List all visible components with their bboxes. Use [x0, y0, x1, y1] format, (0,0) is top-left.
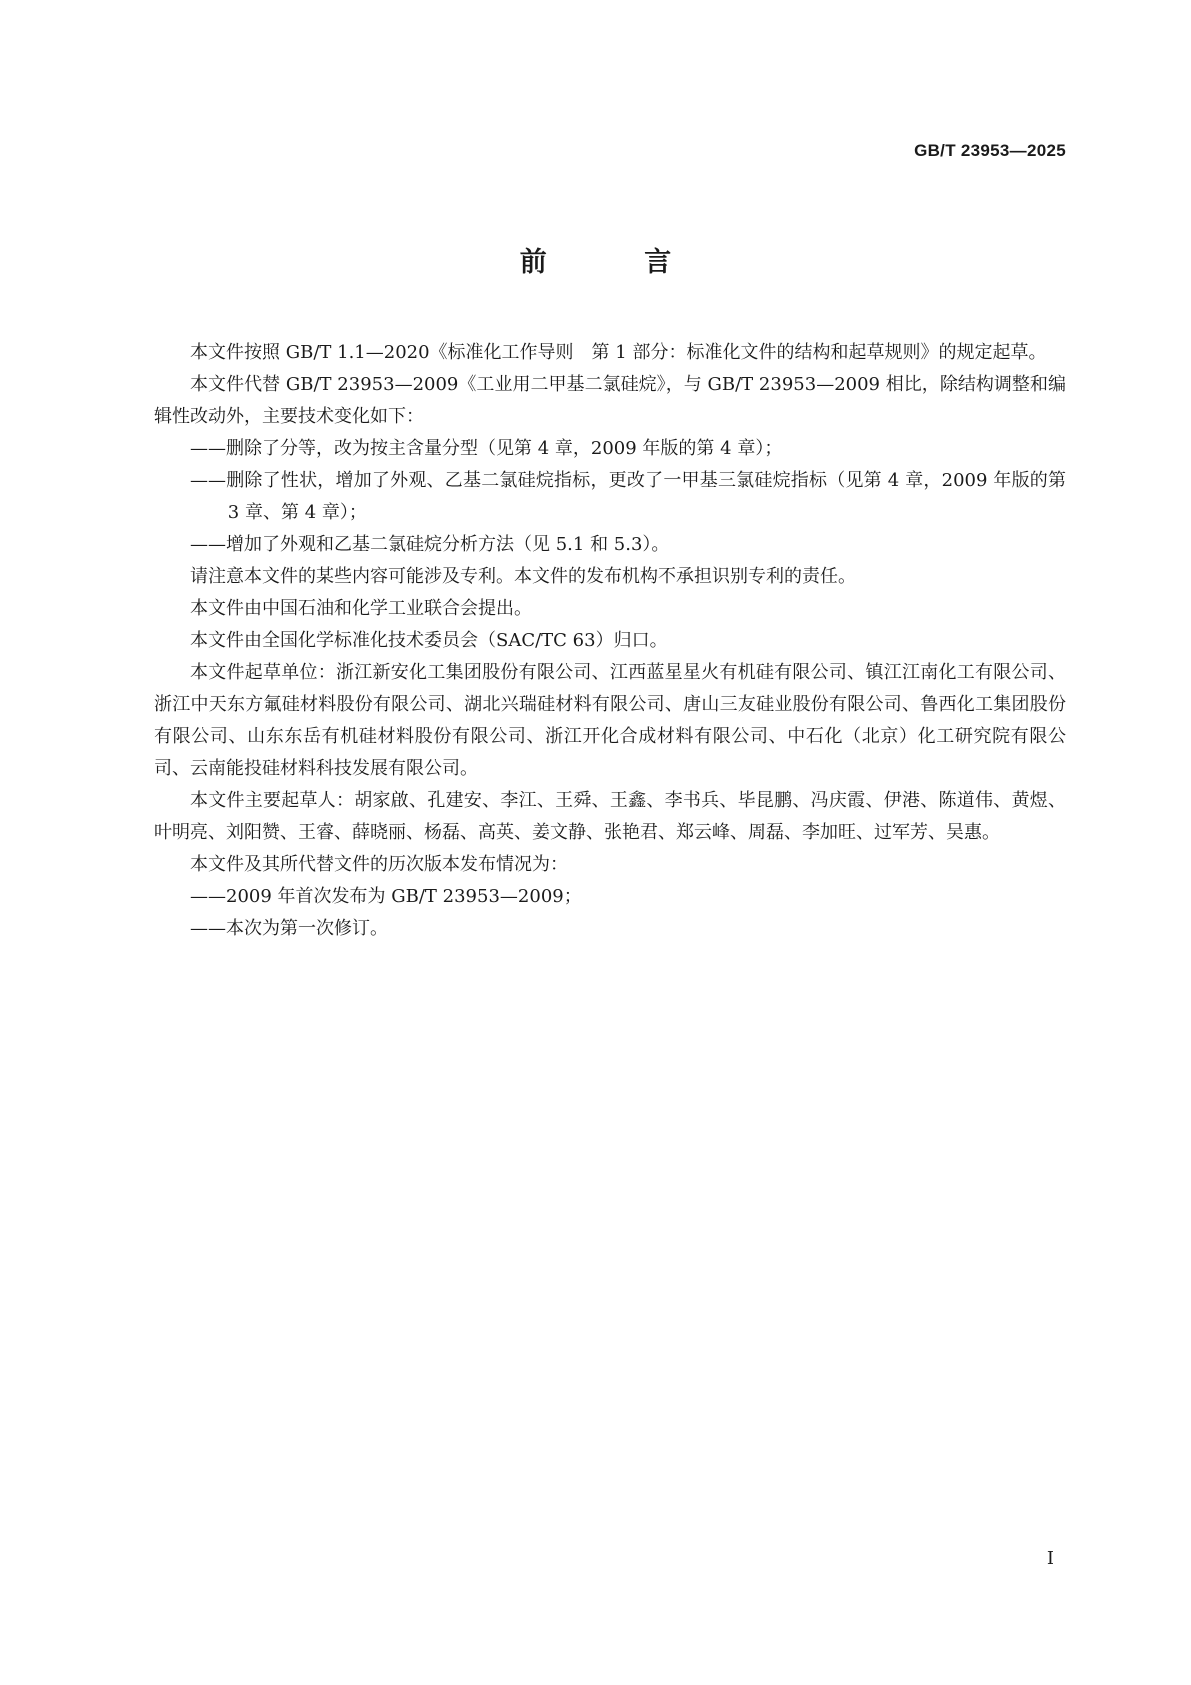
history-item-first-release: ——2009 年首次发布为 GB/T 23953—2009； — [190, 886, 582, 907]
change-item-analysis-methods: ——增加了外观和乙基二氯硅烷分析方法（见 5.1 和 5.3）。 — [190, 534, 670, 555]
standard-number: GB/T 23953—2025 — [914, 141, 1066, 160]
change-item-grading: ——删除了分等，改为按主含量分型（见第 4 章，2009 年版的第 4 章）； — [190, 438, 783, 459]
history-item-first-revision: ——本次为第一次修订。 — [190, 918, 388, 939]
paragraph-version-history: 本文件及其所代替文件的历次版本发布情况为： — [190, 854, 568, 875]
paragraph-drafting-units: 本文件起草单位：浙江新安化工集团股份有限公司、江西蓝星星火有机硅有限公司、镇江江南化工有限公司、浙江中天东方氟硅材料股份有限公司、湖北兴瑞硅材料有限公司、唐山三友硅业股份有限公司、鲁西化工集团股份有限公司、山东东岳有机硅材料股份有限公司、浙江开化合成材料有限公司、中石化（北京）化工研究院有限公司、云南能投硅材料科技发展有限公司。 — [154, 662, 1066, 779]
foreword-body — [154, 337, 1066, 945]
page-title: 前 言 — [519, 247, 716, 278]
paragraph-patent-notice: 请注意本文件的某些内容可能涉及专利。本文件的发布机构不承担识别专利的责任。 — [190, 566, 856, 587]
paragraph-drafting-rules: 本文件按照 GB/T 1.1—2020《标准化工作导则 第 1 部分：标准化文件的结构和起草规则》的规定起草。 — [190, 342, 1047, 363]
paragraph-replacement: 本文件代替 GB/T 23953—2009《工业用二甲基二氯硅烷》，与 GB/T 23953—2009 相比，除结构调整和编辑性改动外，主要技术变化如下： — [154, 374, 1066, 427]
paragraph-proposed-by: 本文件由中国石油和化学工业联合会提出。 — [190, 598, 532, 619]
paragraph-under-jurisdiction: 本文件由全国化学标准化技术委员会（SAC/TC 63）归口。 — [190, 630, 668, 651]
paragraph-main-drafters: 本文件主要起草人：胡家啟、孔建安、李江、王舜、王鑫、李书兵、毕昆鹏、冯庆霞、伊港、陈道伟、黄煜、叶明亮、刘阳赞、王睿、薛晓丽、杨磊、高英、姜文静、张艳君、郑云峰、周磊、李加旺、过军芳、吴惠。 — [154, 790, 1066, 843]
page-number: I — [1046, 1548, 1054, 1569]
change-item-appearance-indicators: ——删除了性状，增加了外观、乙基二氯硅烷指标，更改了一甲基三氯硅烷指标（见第 4 章，2009 年版的第 3 章、第 4 章）； — [190, 470, 1066, 523]
